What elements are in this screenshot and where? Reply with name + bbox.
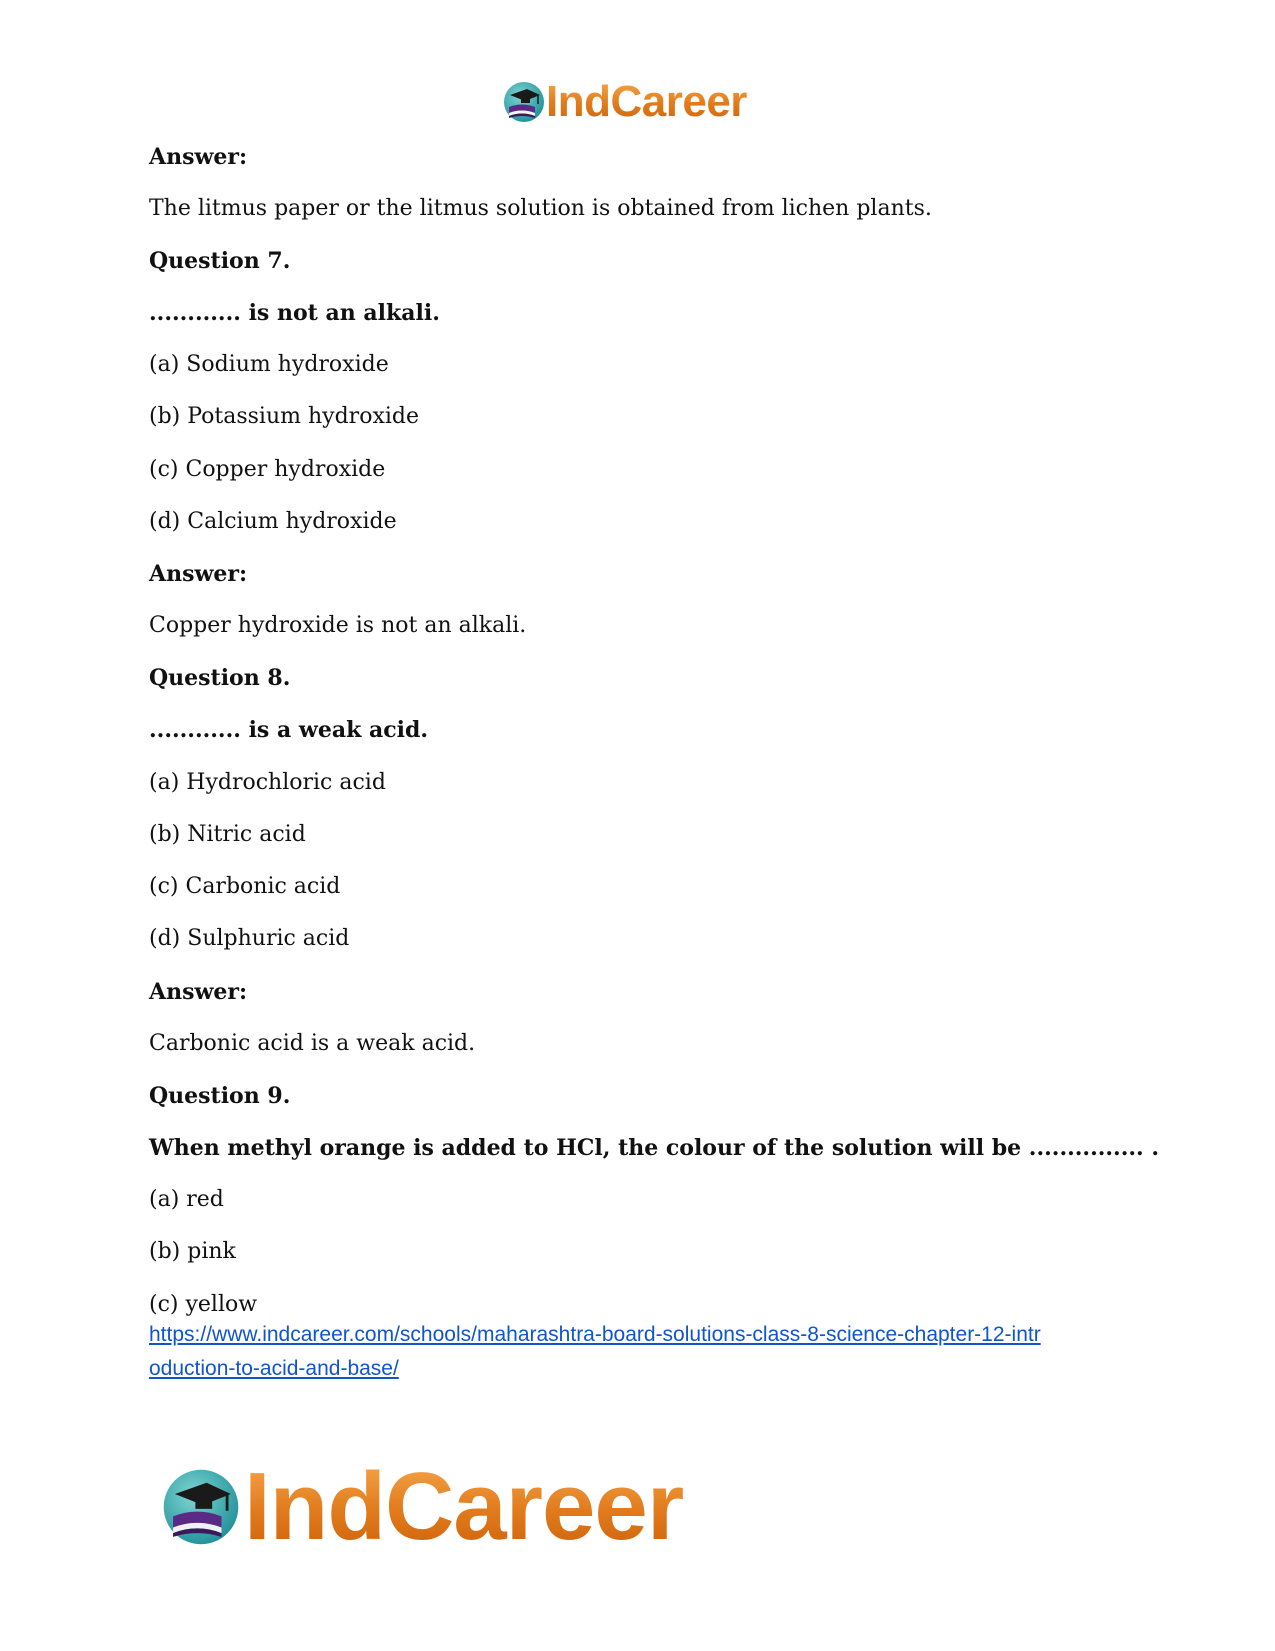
q9-option-b: (b) pink bbox=[149, 1239, 236, 1264]
source-link-line-1[interactable]: https://www.indcareer.com/schools/maharashtra-board-solutions-class-8-science-chapter-12-intr bbox=[149, 1323, 1041, 1346]
footer-logo bbox=[160, 1453, 684, 1560]
source-link-line-2[interactable]: oduction-to-acid-and-base/ bbox=[149, 1357, 399, 1380]
q7-answer-text: Copper hydroxide is not an alkali. bbox=[149, 613, 527, 638]
q9-title: Question 9. bbox=[149, 1083, 291, 1109]
q7-option-a: (a) Sodium hydroxide bbox=[149, 352, 389, 377]
graduation-book-icon bbox=[160, 1466, 242, 1548]
q7-option-b: (b) Potassium hydroxide bbox=[149, 404, 419, 429]
q8-option-a: (a) Hydrochloric acid bbox=[149, 770, 386, 795]
q8-answer-text: Carbonic acid is a weak acid. bbox=[149, 1031, 476, 1056]
q6-answer-text: The litmus paper or the litmus solution is obtained from lichen plants. bbox=[149, 196, 932, 221]
header-logo bbox=[502, 78, 747, 126]
q8-title: Question 8. bbox=[149, 665, 291, 691]
q9-prompt: When methyl orange is added to HCl, the colour of the solution will be ............... . bbox=[149, 1135, 1160, 1161]
q7-title: Question 7. bbox=[149, 248, 291, 274]
graduation-book-icon bbox=[502, 80, 546, 124]
q7-option-c: (c) Copper hydroxide bbox=[149, 457, 386, 482]
q8-option-b: (b) Nitric acid bbox=[149, 822, 306, 847]
q7-option-d: (d) Calcium hydroxide bbox=[149, 509, 397, 534]
logo-wordmark: IndCareer bbox=[244, 1453, 684, 1560]
q8-prompt: ............ is a weak acid. bbox=[149, 717, 429, 743]
q7-prompt: ............ is not an alkali. bbox=[149, 300, 440, 326]
q8-answer-label: Answer: bbox=[149, 979, 248, 1005]
q9-option-a: (a) red bbox=[149, 1187, 224, 1212]
q6-answer-label: Answer: bbox=[149, 144, 248, 170]
logo-wordmark: IndCareer bbox=[546, 77, 747, 126]
q7-answer-label: Answer: bbox=[149, 561, 248, 587]
q9-option-c: (c) yellow bbox=[149, 1292, 258, 1317]
q8-option-d: (d) Sulphuric acid bbox=[149, 926, 350, 951]
q8-option-c: (c) Carbonic acid bbox=[149, 874, 341, 899]
